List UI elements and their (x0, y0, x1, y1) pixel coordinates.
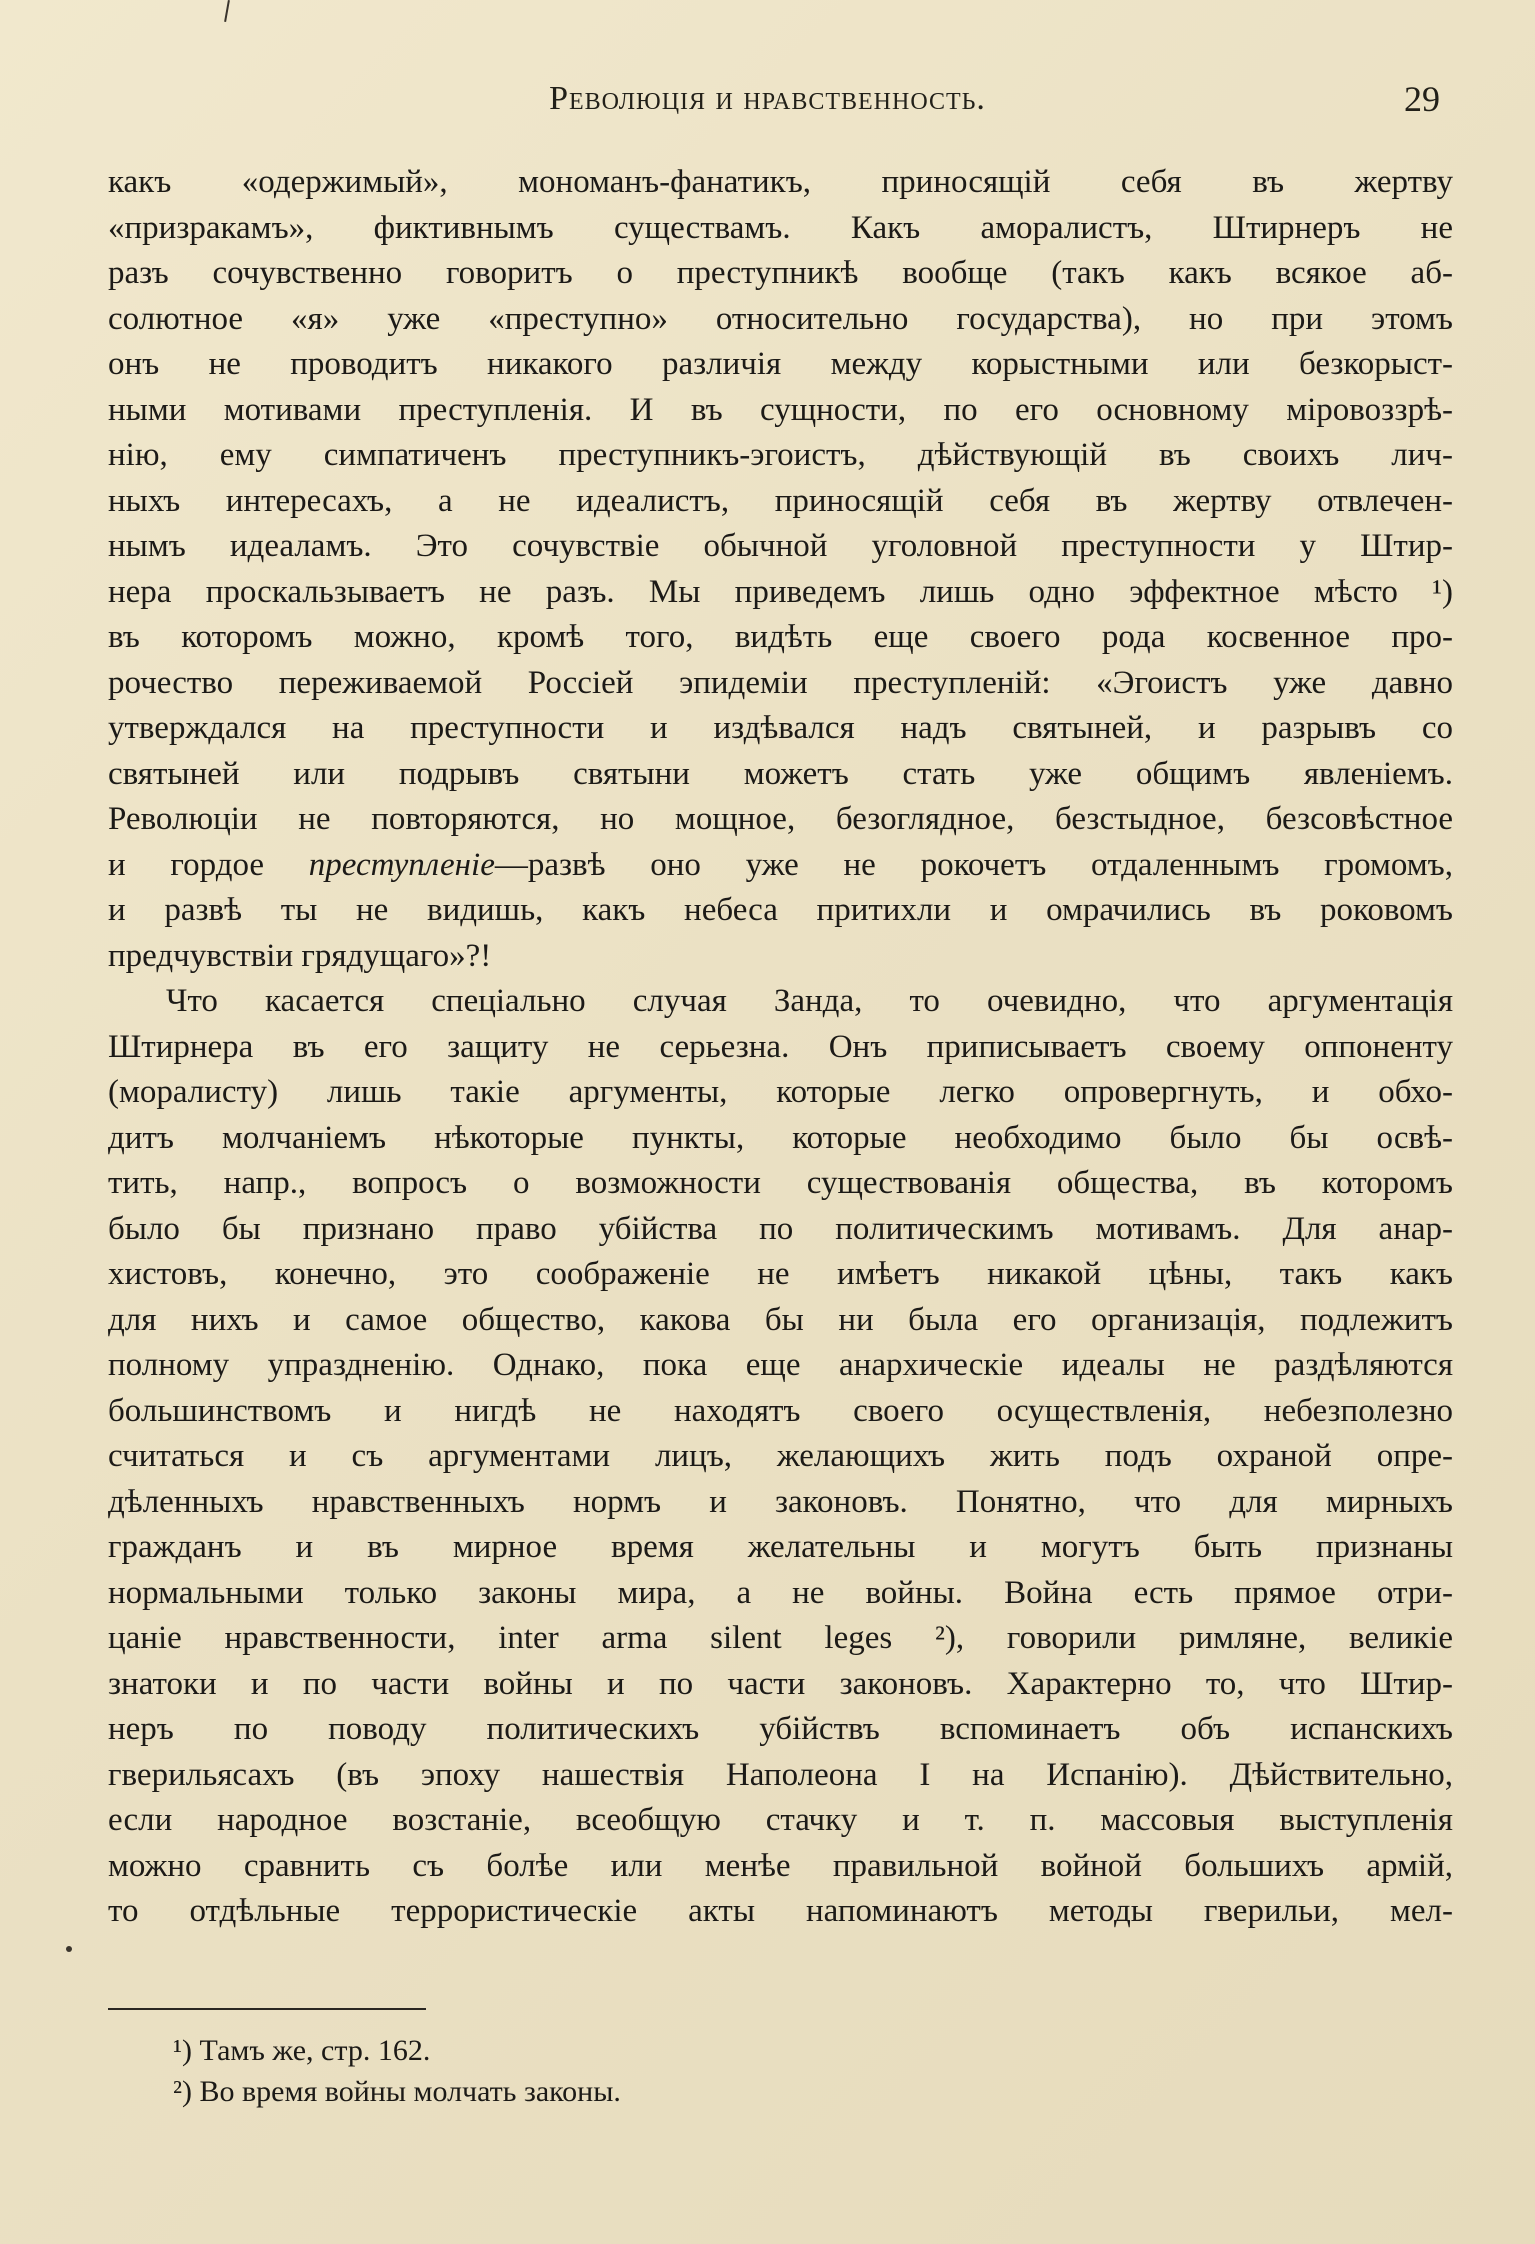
text-line-paragraph-start: Что касается спеціально случая Занда, то очевидно, что аргументація (166, 983, 1453, 1019)
text-line: ныхъ интересахъ, а не идеалистъ, приносящій себя въ жертву отвлечен- (108, 482, 1453, 519)
text-line: цаніе нравственности, inter arma silent leges ²), говорили римляне, великіе (108, 1620, 1453, 1656)
footnotes (173, 2030, 1273, 2112)
text-line: рочество переживаемой Россіей эпидеміи преступленій: «Эгоистъ уже давно (108, 664, 1453, 701)
text-line: нормальными только законы мира, а не войны. Война есть прямое отри- (108, 1574, 1453, 1611)
text-line: неръ по поводу политическихъ убійствъ вспоминаетъ объ испанскихъ (108, 1711, 1453, 1747)
text-line-paragraph-end: предчувствіи грядущаго»?! (108, 937, 492, 974)
margin-dot (66, 1946, 72, 1952)
text-line: полному упраздненію. Однако, пока еще анархическіе идеалы не раздѣляются (108, 1347, 1453, 1383)
text-line: хистовъ, конечно, это соображеніе не имѣетъ никакой цѣны, такъ какъ (108, 1256, 1453, 1292)
text-line: и гордое преступленіе—развѣ оно уже не рокочетъ отдаленнымъ громомъ, (108, 846, 1453, 883)
text-line: въ которомъ можно, кромѣ того, видѣть еще своего рода косвенное про- (108, 619, 1453, 655)
text-line: (моралисту) лишь такіе аргументы, которые легко опровергнуть, и обхо- (108, 1074, 1453, 1110)
text-line: ными мотивами преступленія. И въ сущности, по его основному міровоззрѣ- (108, 391, 1453, 428)
text-line: и развѣ ты не видишь, какъ небеса притихли и омрачились въ роковомъ (108, 892, 1453, 928)
margin-tick-mark (224, 0, 230, 22)
text-line: для нихъ и самое общество, какова бы ни была его организація, подлежитъ (108, 1301, 1453, 1338)
text-line: можно сравнить съ болѣе или менѣе правильной войной большихъ армій, (108, 1847, 1453, 1884)
text-line: «призракамъ», фиктивнымъ существамъ. Какъ аморалистъ, Штирнеръ не (108, 209, 1453, 246)
page-number: 29 (1404, 79, 1440, 119)
text-line: утверждался на преступности и издѣвался надъ святыней, и разрывъ со (108, 710, 1453, 746)
text-line: онъ не проводитъ никакого различія между корыстными или безкорыст- (108, 346, 1453, 382)
text-line: нера проскальзываетъ не разъ. Мы приведемъ лишь одно эффектное мѣсто ¹) (108, 573, 1453, 610)
text-line: нымъ идеаламъ. Это сочувствіе обычной уголовной преступности у Штир- (108, 528, 1453, 564)
footnote-divider (108, 2008, 426, 2010)
text-line: если народное возстаніе, всеобщую стачку и т. п. массовыя выступленія (108, 1802, 1453, 1838)
text-line: какъ «одержимый», мономанъ-фанатикъ, приносящій себя въ жертву (108, 164, 1453, 200)
text-line: Революціи не повторяются, но мощное, безоглядное, безстыдное, безсовѣстное (108, 801, 1453, 837)
footnote-1: ¹) Тамъ же, стр. 162. (173, 2034, 431, 2067)
text-line: дѣленныхъ нравственныхъ нормъ и законовъ. Понятно, что для мирныхъ (108, 1483, 1453, 1520)
text-line: святыней или подрывъ святыни можетъ стать уже общимъ явленіемъ. (108, 755, 1453, 792)
text-line: было бы признано право убійства по политическимъ мотивамъ. Для анар- (108, 1210, 1453, 1247)
running-title: Революція и нравственность. (549, 80, 986, 117)
footnote-2: ²) Во время войны молчать законы. (173, 2075, 621, 2108)
text-line: дитъ молчаніемъ нѣкоторые пункты, которые необходимо было бы освѣ- (108, 1119, 1453, 1156)
text-line: солютное «я» уже «преступно» относительно государства), но при этомъ (108, 300, 1453, 337)
text-line: гверильясахъ (въ эпоху нашествія Наполеона I на Испанію). Дѣйствительно, (108, 1756, 1453, 1793)
text-line: разъ сочувственно говоритъ о преступникѣ вообще (такъ какъ всякое аб- (108, 255, 1453, 291)
text-line: большинствомъ и нигдѣ не находятъ своего осуществленія, небезполезно (108, 1392, 1453, 1429)
text-line: тить, напр., вопросъ о возможности существованія общества, въ которомъ (108, 1165, 1453, 1201)
body-text (108, 160, 1453, 1935)
running-header (0, 80, 1535, 130)
text-line: знатоки и по части войны и по части законовъ. Характерно то, что Штир- (108, 1665, 1453, 1702)
text-line: то отдѣльные террористическіе акты напоминаютъ методы гверильи, мел- (108, 1893, 1453, 1929)
emphasized-word: преступленіе (308, 846, 495, 883)
text-line: Штирнера въ его защиту не серьезна. Онъ приписываетъ своему оппоненту (108, 1028, 1453, 1065)
text-line: нію, ему симпатиченъ преступникъ-эгоистъ, дѣйствующій въ своихъ лич- (108, 437, 1453, 473)
text-line: считаться и съ аргументами лицъ, желающихъ жить подъ охраной опре- (108, 1438, 1453, 1474)
text-line: гражданъ и въ мирное время желательны и могутъ быть признаны (108, 1529, 1453, 1565)
